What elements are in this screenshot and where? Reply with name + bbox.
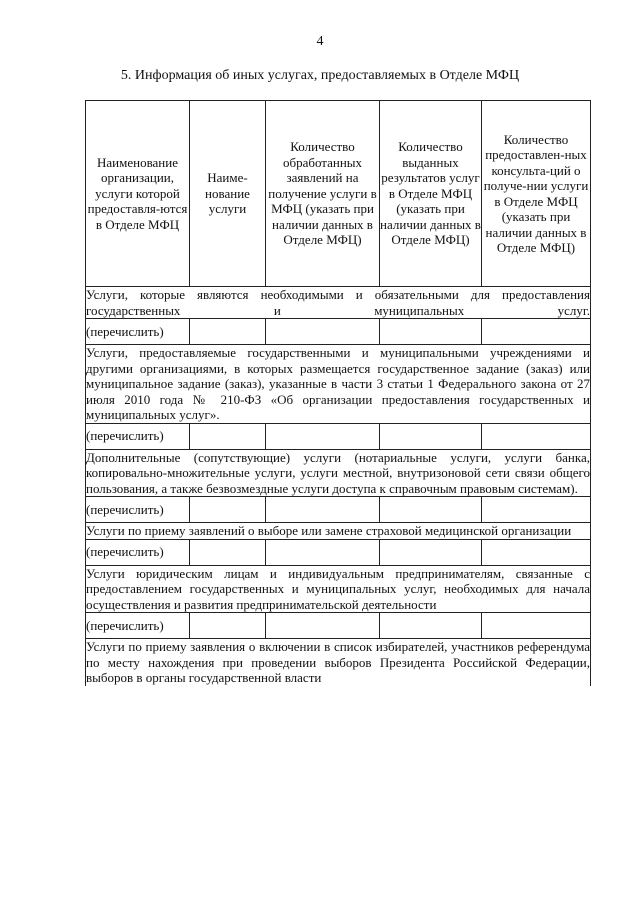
- table-cell: [482, 423, 591, 449]
- section-row: [86, 345, 591, 424]
- table-cell: [380, 319, 482, 345]
- page-number: 4: [316, 34, 324, 49]
- services-table: [85, 100, 591, 686]
- table-cell: [190, 497, 266, 523]
- table-cell: [190, 613, 266, 639]
- table-cell: [190, 423, 266, 449]
- table-row: [86, 539, 591, 565]
- table-cell: [266, 539, 380, 565]
- section-row: [86, 523, 591, 540]
- table-header-row: [86, 101, 591, 287]
- list-placeholder: (перечислить): [86, 497, 190, 523]
- table-cell: [266, 613, 380, 639]
- list-placeholder: (перечислить): [86, 539, 190, 565]
- table-cell: [380, 613, 482, 639]
- table-row: [86, 423, 591, 449]
- list-placeholder: (перечислить): [86, 319, 190, 345]
- header-processed-applications: Количество обработанных заявлений на получение услуги в МФЦ (указать при наличии данных в Отделе МФЦ): [266, 101, 380, 287]
- list-placeholder: (перечислить): [86, 613, 190, 639]
- section-row: [86, 639, 591, 686]
- section-row: [86, 565, 591, 613]
- table-cell: [380, 539, 482, 565]
- table-cell: [482, 539, 591, 565]
- table-cell: [266, 423, 380, 449]
- section-row: [86, 449, 591, 497]
- section-voter-list-services: Услуги по приему заявления о включении в список избирателей, участников референдума по месту нахождения при проведении выборов Президента Российской Федерации, выборов в органы государственной власти: [86, 639, 590, 685]
- section-required-services: Услуги, которые являются необходимыми и обязательными для предоставления государственных и муниципальных услуг.: [86, 287, 590, 318]
- table-cell: [482, 319, 591, 345]
- section-business-services: Услуги юридическим лицам и индивидуальным предпринимателям, связанные с предоставлением государственных и муниципальных услуг, необходимых для начала осуществления и развития предпринимательской деятельности: [86, 565, 590, 612]
- table-cell: [482, 613, 591, 639]
- header-service-name: Наиме-нование услуги: [190, 101, 266, 287]
- table-cell: [190, 539, 266, 565]
- table-cell: [190, 319, 266, 345]
- table-row: [86, 319, 591, 345]
- section-row: [86, 287, 591, 319]
- section-state-assignment-services: Услуги, предоставляемые государственными и муниципальными учреждениями и другими организациями, в которых размещается государственное задание (заказ) или муниципальное задание (заказ), указанные в части 3 статьи 1 Федерального закона от 27 июля 2010 года № 210-ФЗ «Об организации предоставления государственных и муниципальных услуг».: [86, 345, 590, 422]
- section-heading: 5. Информация об иных услугах, предоставляемых в Отделе МФЦ: [120, 68, 520, 83]
- header-organization: Наименование организации, услуги которой предоставля-ются в Отделе МФЦ: [86, 101, 190, 287]
- header-consultations: Количество предоставлен-ных консульта-ций о получе-нии услуги в Отделе МФЦ (указать при наличии данных в Отделе МФЦ): [482, 101, 591, 287]
- section-insurance-services: Услуги по приему заявлений о выборе или замене страховой медицинской организации: [86, 523, 591, 540]
- table-cell: [266, 497, 380, 523]
- table-cell: [482, 497, 591, 523]
- table-cell: [266, 319, 380, 345]
- table-row: [86, 613, 591, 639]
- section-additional-services: Дополнительные (сопутствующие) услуги (нотариальные услуги, услуги банка, копировально-множительные услуги, услуги местной, внутризоновой сети связи общего пользования, а также безвозмездные услуги доступа к справочным правовым системам).: [86, 449, 590, 496]
- table-row: [86, 497, 591, 523]
- table-cell: [380, 423, 482, 449]
- header-issued-results: Количество выданных результатов услуг в Отделе МФЦ (указать при наличии данных в Отделе МФЦ): [380, 101, 482, 287]
- list-placeholder: (перечислить): [86, 423, 190, 449]
- table-cell: [380, 497, 482, 523]
